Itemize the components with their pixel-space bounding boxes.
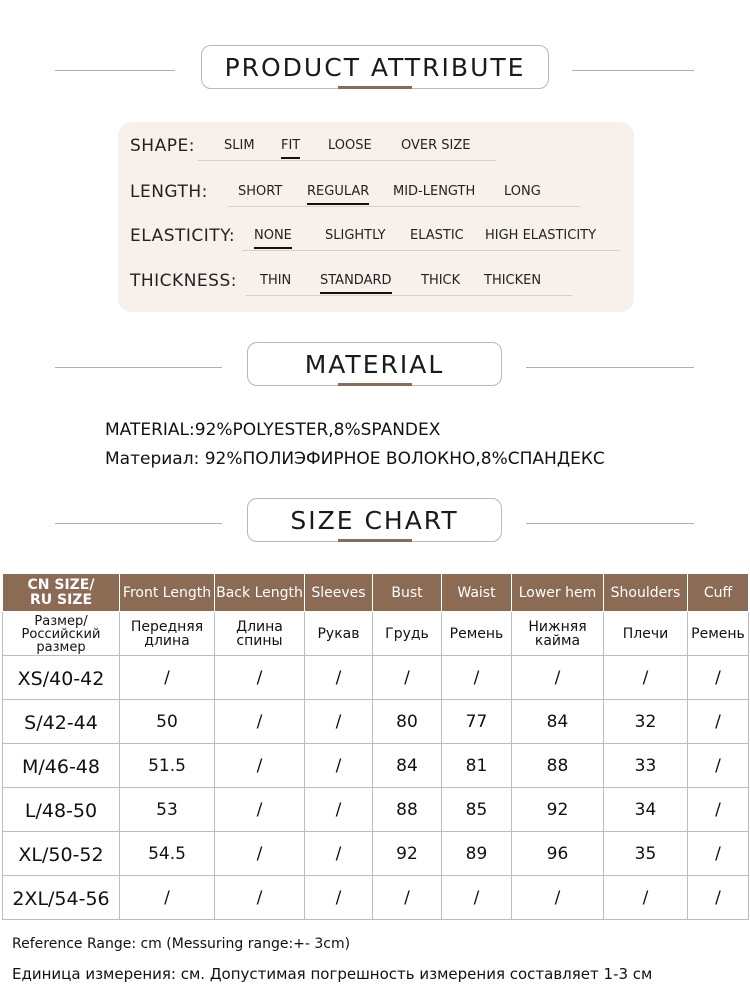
measure-cell: /: [688, 876, 749, 920]
column-header: CN SIZE/ RU SIZE: [3, 574, 120, 612]
measure-cell: 50: [120, 700, 215, 744]
attribute-row: [118, 271, 634, 301]
measure-cell: 84: [373, 744, 442, 788]
measure-cell: /: [215, 744, 305, 788]
attribute-label: LENGTH:: [130, 182, 208, 202]
attribute-option-label: SLIGHTLY: [325, 228, 386, 243]
measure-cell: /: [215, 788, 305, 832]
measure-cell: /: [688, 832, 749, 876]
measure-cell: 81: [442, 744, 512, 788]
attribute-option-label: REGULAR: [307, 184, 370, 199]
reference-note-en: Reference Range: cm (Messuring range:+- 3cm): [12, 936, 351, 952]
attribute-option: [238, 184, 282, 199]
measure-cell: 34: [604, 788, 688, 832]
attribute-option: [393, 184, 475, 199]
attribute-option-label: THICK: [421, 273, 461, 288]
size-cell: L/48-50: [3, 788, 120, 832]
attribute-row: [118, 226, 634, 256]
column-header-ru: Ремень: [442, 612, 512, 656]
size-table: [2, 573, 749, 920]
material-title: MATERIAL: [247, 342, 502, 386]
table-row: [3, 656, 749, 700]
attribute-option-label: STANDARD: [320, 273, 392, 288]
column-header: Front Length: [120, 574, 215, 612]
size-cell: XS/40-42: [3, 656, 120, 700]
header-row-en: [3, 574, 749, 612]
measure-cell: /: [688, 744, 749, 788]
attribute-option-label: SHORT: [238, 184, 283, 199]
measure-cell: 77: [442, 700, 512, 744]
column-header-ru: Передняя длина: [120, 612, 215, 656]
attribute-label: THICKNESS:: [130, 271, 237, 291]
attribute-option-label: OVER SIZE: [401, 138, 471, 153]
measure-cell: /: [215, 700, 305, 744]
column-header-ru: Ремень: [688, 612, 749, 656]
material-ru-label: Материал:: [105, 449, 200, 469]
measure-cell: /: [305, 788, 373, 832]
attribute-option: [281, 138, 300, 153]
measure-cell: 35: [604, 832, 688, 876]
measure-cell: 92: [373, 832, 442, 876]
material-en: [105, 420, 440, 440]
material-header: [0, 342, 750, 392]
size-cell: M/46-48: [3, 744, 120, 788]
measure-cell: 96: [512, 832, 604, 876]
measure-cell: /: [604, 876, 688, 920]
measure-cell: 85: [442, 788, 512, 832]
column-header-ru: Размер/ Российский размер: [3, 612, 120, 656]
attribute-option: [484, 273, 541, 288]
attribute-option: [504, 184, 541, 199]
material-ru: [105, 449, 605, 469]
attribute-option-label: THICKEN: [484, 273, 542, 288]
size-cell: XL/50-52: [3, 832, 120, 876]
measure-cell: /: [215, 832, 305, 876]
reference-note-ru: Единица измерения: см. Допустимая погрешность измерения составляет 1-3 см: [12, 965, 653, 983]
measure-cell: 32: [604, 700, 688, 744]
attribute-option-label: SLIM: [224, 138, 255, 153]
attribute-option-label: HIGH ELASTICITY: [485, 228, 597, 243]
measure-cell: /: [688, 700, 749, 744]
table-row: [3, 700, 749, 744]
table-row: [3, 788, 749, 832]
attribute-label: ELASTICITY:: [130, 226, 236, 246]
attribute-option: [254, 228, 292, 243]
attribute-option: [485, 228, 596, 243]
attribute-option-label: MID-LENGTH: [393, 184, 476, 199]
column-header-ru: Грудь: [373, 612, 442, 656]
measure-cell: /: [373, 876, 442, 920]
column-header: Sleeves: [305, 574, 373, 612]
measure-cell: /: [373, 656, 442, 700]
attribute-option: [421, 273, 460, 288]
column-header-ru: Рукав: [305, 612, 373, 656]
material-en-label: MATERIAL:: [105, 420, 195, 440]
material-ru-value: 92%ПОЛИЭФИРНОЕ ВОЛОКНО,8%СПАНДЕКС: [204, 449, 605, 469]
measure-cell: /: [688, 788, 749, 832]
column-header-ru: Длина спины: [215, 612, 305, 656]
measure-cell: /: [215, 656, 305, 700]
table-row: [3, 832, 749, 876]
attribute-option-label: NONE: [254, 228, 292, 243]
attribute-option: [307, 184, 369, 199]
column-header: Shoulders: [604, 574, 688, 612]
column-header: Bust: [373, 574, 442, 612]
selected-underline: [281, 157, 300, 159]
size-cell: S/42-44: [3, 700, 120, 744]
measure-cell: /: [442, 876, 512, 920]
measure-cell: /: [604, 656, 688, 700]
attribute-option: [224, 138, 255, 153]
measure-cell: /: [120, 876, 215, 920]
measure-cell: 54.5: [120, 832, 215, 876]
measure-cell: /: [305, 876, 373, 920]
measure-cell: /: [305, 656, 373, 700]
measure-cell: /: [442, 656, 512, 700]
attribute-option: [320, 273, 392, 288]
attribute-option: [328, 138, 372, 153]
column-header: Back Length: [215, 574, 305, 612]
attribute-row: [118, 182, 634, 212]
attribute-option-label: LOOSE: [328, 138, 372, 153]
material-en-value: 92%POLYESTER,8%SPANDEX: [194, 420, 441, 440]
attribute-panel: [118, 122, 634, 312]
column-header: Lower hem: [512, 574, 604, 612]
selected-underline: [307, 203, 369, 205]
attribute-option: [401, 138, 470, 153]
product-attribute-title: PRODUCT ATTRIBUTE: [201, 45, 549, 89]
column-header: Waist: [442, 574, 512, 612]
measure-cell: /: [305, 700, 373, 744]
table-row: [3, 876, 749, 920]
size-chart-title: SIZE CHART: [247, 498, 502, 542]
attribute-option: [260, 273, 291, 288]
measure-cell: 88: [373, 788, 442, 832]
attribute-option-label: LONG: [504, 184, 541, 199]
measure-cell: /: [305, 744, 373, 788]
column-header: Cuff: [688, 574, 749, 612]
header-row-ru: [3, 612, 749, 656]
attribute-option: [410, 228, 464, 243]
selected-underline: [320, 292, 392, 294]
size-chart-header: [0, 498, 750, 548]
attribute-option: [325, 228, 386, 243]
measure-cell: /: [512, 876, 604, 920]
selected-underline: [254, 247, 292, 249]
column-header-ru: Плечи: [604, 612, 688, 656]
measure-cell: 51.5: [120, 744, 215, 788]
measure-cell: 80: [373, 700, 442, 744]
attribute-option-label: ELASTIC: [410, 228, 464, 243]
measure-cell: 88: [512, 744, 604, 788]
attribute-option-label: THIN: [260, 273, 292, 288]
measure-cell: /: [688, 656, 749, 700]
measure-cell: 92: [512, 788, 604, 832]
attribute-option-label: FIT: [281, 138, 301, 153]
attribute-row: [118, 136, 634, 166]
measure-cell: 89: [442, 832, 512, 876]
column-header-ru: Нижняя кайма: [512, 612, 604, 656]
attribute-label: SHAPE:: [130, 136, 195, 156]
measure-cell: 33: [604, 744, 688, 788]
measure-cell: /: [512, 656, 604, 700]
product-attribute-header: [0, 45, 750, 95]
measure-cell: /: [215, 876, 305, 920]
measure-cell: /: [305, 832, 373, 876]
measure-cell: 84: [512, 700, 604, 744]
table-row: [3, 744, 749, 788]
measure-cell: /: [120, 656, 215, 700]
measure-cell: 53: [120, 788, 215, 832]
size-cell: 2XL/54-56: [3, 876, 120, 920]
